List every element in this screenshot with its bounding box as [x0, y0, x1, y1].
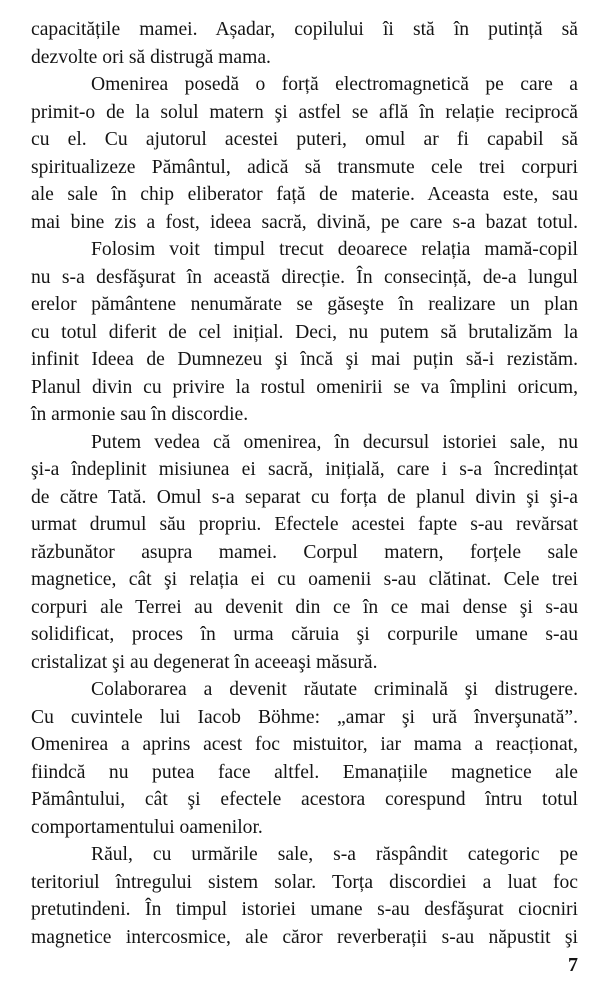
text-line: de către Tată. Omul s-a separat cu forța de planul divin şi şi-a: [31, 486, 578, 508]
paragraph: [31, 676, 578, 841]
text-line: mai bine zis a fost, ideea sacră, divină, pe care s-a bazat totul.: [31, 211, 578, 233]
text-line: solidificat, proces în urma căruia şi corpurile umane s-au: [31, 624, 578, 645]
text-line: Putem vedea că omenirea, în decursul istoriei sale, nu: [91, 431, 578, 453]
text-line: Pământului, cât şi efectele acestora corespund întru totul: [31, 789, 578, 810]
text-line: erelor pământene nenumărate se găseşte în realizare un plan: [31, 294, 578, 315]
text-line: cristalizat şi au degenerat în aceeaşi măsură.: [31, 651, 378, 673]
page-body-text: [31, 16, 578, 951]
paragraph: [31, 236, 578, 429]
text-line: spiritualizeze Pământul, adică să transmute cele trei corpuri: [31, 156, 578, 178]
text-line: primit-o de la solul matern şi astfel se află în relație reciprocă: [31, 101, 578, 123]
text-line: Planul divin cu privire la rostul omenirii se va împlini oricum,: [31, 376, 578, 398]
text-line: urmat drumul său propriu. Efectele acestei fapte s-au revărsat: [31, 514, 578, 535]
paragraph: [31, 16, 578, 71]
text-line: şi-a îndeplinit misiunea ei sacră, inițială, care i s-a încredințat: [31, 459, 578, 480]
text-line: Omenirea posedă o forță electromagnetică pe care a: [91, 74, 578, 95]
text-line: în armonie sau în discordie.: [31, 404, 249, 425]
text-line: corpuri ale Terrei au devenit din ce în ce mai dense şi s-au: [31, 596, 578, 618]
text-line: Folosim voit timpul trecut deoarece relația mamă-copil: [91, 239, 578, 260]
paragraph: [31, 841, 578, 951]
text-line: infinit Ideea de Dumnezeu şi încă şi mai puțin să-i rezistăm.: [31, 349, 578, 370]
text-line: dezvolte ori să distrugă mama.: [31, 46, 271, 68]
text-line: Cu cuvintele lui Iacob Böhme: „amar şi ură înverşunată”.: [31, 706, 578, 728]
paragraph: [31, 71, 578, 236]
text-line: fiindcă nu putea face altfel. Emanațiile magnetice ale: [31, 761, 578, 783]
text-line: magnetice, cât şi relația ei cu oamenii s-au clătinat. Cele trei: [31, 569, 578, 590]
text-line: ale sale în chip eliberator față de materie. Aceasta este, sau: [31, 184, 578, 205]
text-line: Colaborarea a devenit răutate criminală şi distrugere.: [91, 679, 578, 700]
text-line: Omenirea a aprins acest foc mistuitor, iar mama a reacționat,: [31, 734, 578, 755]
text-line: teritoriul întregului sistem solar. Torța discordiei a luat foc: [31, 871, 578, 893]
text-line: răzbunător asupra mamei. Corpul matern, forțele sale: [31, 541, 578, 563]
page-number: 7: [568, 954, 578, 976]
text-line: capacitățile mamei. Așadar, copilului îi stă în putință să: [31, 19, 578, 40]
text-line: magnetice intercosmice, ale căror reverberații s-au năpustit şi: [31, 926, 578, 948]
text-line: cu totul diferit de cel inițial. Deci, nu putem să brutalizăm la: [31, 321, 578, 343]
text-line: pretutindeni. În timpul istoriei umane s-au desfăşurat ciocniri: [31, 899, 578, 920]
text-line: nu s-a desfăşurat în această direcție. În consecință, de-a lungul: [31, 266, 578, 288]
paragraph: [31, 429, 578, 677]
text-line: cu el. Cu ajutorul acestei puteri, omul ar fi capabil să: [31, 129, 578, 150]
text-line: comportamentului oamenilor.: [31, 816, 263, 838]
text-line: Răul, cu urmările sale, s-a răspândit categoric pe: [91, 844, 578, 865]
